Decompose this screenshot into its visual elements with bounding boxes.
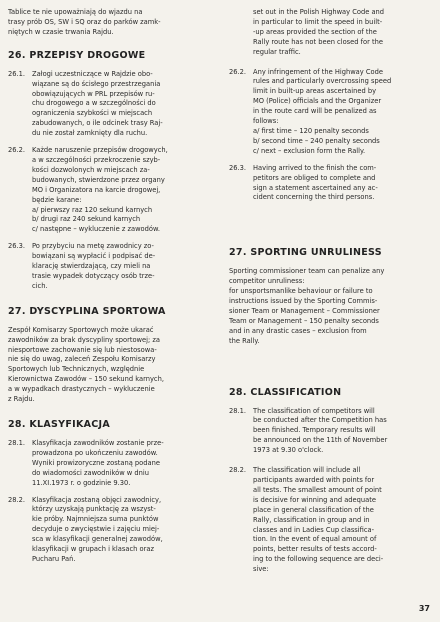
text-line: and in any drastic cases – exclusion from bbox=[229, 326, 367, 335]
clause-number: 26.3. bbox=[8, 242, 26, 251]
text-line: cident concerning the third persons. bbox=[253, 193, 375, 202]
clause-text bbox=[253, 68, 434, 157]
text-line: The classification of competitors will bbox=[253, 406, 375, 415]
text-line: sioner Team or Management – Commissioner bbox=[229, 306, 380, 315]
intro-paragraph bbox=[8, 8, 215, 38]
continued-paragraph bbox=[229, 8, 434, 58]
text-line: niesportowe zachowanie się lub niestosowa- bbox=[8, 345, 157, 354]
text-line: b/ second time – 240 penalty seconds bbox=[253, 136, 380, 145]
text-line: 11.XI.1973 r. o godzinie 9.30. bbox=[32, 478, 131, 487]
text-line: sive: bbox=[253, 565, 269, 574]
text-line: prowadzona po ukończeniu zawodów. bbox=[32, 448, 158, 457]
clause-text bbox=[32, 70, 215, 139]
text-line: Tablice te nie upoważniają do wjazdu na bbox=[8, 8, 143, 16]
clause-26-3-en bbox=[229, 164, 434, 204]
text-line: MO i Organizatora na karcie drogowej, bbox=[32, 185, 161, 194]
text-line: du nie został zamknięty dla ruchu. bbox=[32, 129, 148, 138]
text-line: a w szczególności przekroczenie szyb- bbox=[32, 155, 161, 164]
text-line: is decisive for winning and adequate bbox=[253, 495, 376, 504]
clause-28-1 bbox=[8, 439, 215, 489]
text-line: the Rally. bbox=[229, 336, 260, 345]
text-line: nie się do uwag, zaleceń Zespołu Komisarzy bbox=[8, 355, 156, 364]
clause-text bbox=[32, 242, 215, 292]
text-line: Sportowych lub Technicznych, względnie bbox=[8, 365, 145, 374]
text-line: z Rajdu. bbox=[8, 395, 35, 404]
clause-number: 28.2. bbox=[229, 466, 247, 475]
text-line: Rally, classification in group and in bbox=[253, 515, 370, 524]
clause-text bbox=[32, 146, 215, 235]
text-line: instructions issued by the Sporting Commis- bbox=[229, 297, 378, 306]
text-line: kie próby. Najmniejsza suma punktów bbox=[32, 515, 159, 524]
clause-28-2 bbox=[8, 496, 215, 565]
section-27-paragraph bbox=[8, 326, 215, 405]
text-line: -up areas provided the section of the bbox=[253, 27, 377, 36]
section-27-paragraph-en bbox=[229, 267, 434, 346]
text-line: sca w klasyfikacji generalnej zawodów, bbox=[32, 535, 163, 544]
text-line: c/ następne – wykluczenie z zawodów. bbox=[32, 225, 160, 234]
polish-column bbox=[8, 8, 215, 572]
text-line: Klasyfikacja zawodników zostanie prze- bbox=[32, 439, 164, 447]
text-line: set out in the Polish Highway Code and bbox=[253, 8, 385, 16]
text-line: Wyniki prowizoryczne zostaną podane bbox=[32, 458, 160, 467]
text-line: kości dozwolonych w miejscach za- bbox=[32, 165, 150, 174]
text-line: in the route card will be penalized as bbox=[253, 107, 377, 116]
text-line: klasyfikacji w grupach i klasach oraz bbox=[32, 545, 154, 554]
text-line: 1973 at 9.30 o'clock. bbox=[253, 446, 324, 455]
section-heading-przepisy-drogowe: 26. PRZEPISY DROGOWE bbox=[8, 49, 146, 61]
text-line: Team or Management – 150 penalty seconds bbox=[229, 316, 379, 325]
clause-text bbox=[32, 439, 215, 489]
clause-text bbox=[32, 496, 215, 565]
text-line: participants awarded with points for bbox=[253, 476, 375, 484]
section-heading-klasyfikacja: 28. KLASYFIKACJA bbox=[8, 419, 111, 430]
clause-26-3 bbox=[8, 242, 215, 292]
text-line: klarację stwierdzającą, czy mieli na bbox=[32, 262, 151, 271]
clause-26-2-en bbox=[229, 68, 434, 157]
text-line: Zespół Komisarzy Sportowych może ukarać bbox=[8, 325, 154, 334]
text-line: points, better results of tests accord- bbox=[253, 545, 377, 554]
text-line: Having arrived to the finish the com- bbox=[253, 163, 377, 172]
text-line: Sporting commissioner team can penalize any bbox=[229, 267, 385, 276]
text-line: a/ first time – 120 penalty seconds bbox=[253, 126, 369, 135]
text-line: zabudowanych, o ile odcinek trasy Raj- bbox=[32, 119, 163, 128]
text-line: wiązane są do ścisłego przestrzegania bbox=[32, 79, 161, 88]
clause-26-1 bbox=[8, 70, 215, 139]
text-line: Załogi uczestniczące w Rajdzie obo- bbox=[32, 69, 153, 78]
text-line: ograniczenia szybkości w miejscach bbox=[32, 109, 153, 118]
text-line: Każde naruszenie przepisów drogowych, bbox=[32, 146, 168, 155]
text-line: Klasyfikacja zostaną objęci zawodnicy, bbox=[32, 495, 162, 504]
text-line: którzy uzyskają punktację za wszyst- bbox=[32, 505, 156, 514]
text-line: zawodników za brak dyscypliny sportowej; za bbox=[8, 335, 160, 344]
clause-text bbox=[253, 407, 434, 457]
text-line: be conducted after the Competition has bbox=[253, 416, 387, 425]
text-line: place in general classification of the bbox=[253, 505, 374, 514]
text-line: Kierownictwa Zawodów – 150 sekund karnych, bbox=[8, 375, 164, 384]
text-line: been finished. Temporary results will bbox=[253, 426, 376, 435]
section-heading-sporting-unruliness: 27. SPORTING UNRULINESS bbox=[229, 247, 382, 259]
clause-number: 26.2. bbox=[229, 67, 247, 76]
text-line: MO (Police) officials and the Organizer bbox=[253, 97, 382, 106]
text-line: obowiązujących w PRL przepisów ru- bbox=[32, 89, 155, 98]
text-line: trasie wypadek dotyczący osób trze- bbox=[32, 271, 155, 280]
text-line: trasy prób OS, SW i SQ oraz do parków zamk- bbox=[8, 17, 161, 26]
clause-26-2 bbox=[8, 146, 215, 235]
text-line: budowanych, stwierdzone przez organy bbox=[32, 175, 165, 184]
text-line: all tests. The smallest amount of point bbox=[253, 485, 382, 494]
text-line: b/ drugi raz 240 sekund karnych bbox=[32, 215, 141, 224]
text-line: Rally route has not been closed for the bbox=[253, 37, 383, 46]
text-line: bowiązani są wypłacić i podpisać de- bbox=[32, 252, 156, 261]
text-line: rules and particularly overcrossing speed bbox=[253, 77, 392, 86]
text-line: for unsportsmanlike behaviour or failure to bbox=[229, 287, 373, 296]
text-line: petitors are obliged to complete and bbox=[253, 173, 376, 182]
clause-28-2-en bbox=[229, 466, 434, 575]
page-number: 37 bbox=[418, 604, 430, 613]
text-line: będzie karane: bbox=[32, 195, 82, 204]
text-line: sign a statement ascertained any ac- bbox=[253, 183, 378, 192]
text-line: do wiadomości zawodników w dniu bbox=[32, 468, 149, 477]
text-line: competitor unruliness: bbox=[229, 277, 305, 286]
text-line: c/ next – exclusion form the Rally. bbox=[253, 146, 366, 155]
text-line: in particular to limit the speed in built- bbox=[253, 17, 383, 26]
text-line: niętych w czasie trwania Rajdu. bbox=[8, 27, 114, 36]
text-line: decyduje o zwycięstwie i zajęciu miej- bbox=[32, 525, 160, 534]
text-line: a/ pierwszy raz 120 sekund karnych bbox=[32, 205, 153, 214]
text-line: Po przybyciu na metę zawodnicy zo- bbox=[32, 242, 154, 251]
text-line: The classification will include all bbox=[253, 466, 361, 475]
section-heading-dyscyplina-sportowa: 27. DYSCYPLINA SPORTOWA bbox=[8, 305, 166, 317]
text-line: ing to the following sequence are deci- bbox=[253, 555, 384, 564]
text-line: limit in built-up areas ascertained by bbox=[253, 87, 377, 96]
text-line: a w wypadkach drastycznych – wykluczenie bbox=[8, 385, 155, 394]
clause-text bbox=[253, 466, 434, 575]
text-line: regular traffic. bbox=[253, 47, 301, 56]
clause-number: 28.1. bbox=[229, 406, 247, 415]
text-line: cich. bbox=[32, 281, 48, 290]
text-line: follows: bbox=[253, 117, 279, 126]
english-column bbox=[229, 8, 434, 582]
text-line: Pucharu Pań. bbox=[32, 554, 76, 563]
text-line: classes and in Ladies Cup classifica- bbox=[253, 525, 375, 534]
clause-number: 28.1. bbox=[8, 439, 26, 447]
clause-28-1-en bbox=[229, 407, 434, 457]
clause-number: 26.3. bbox=[229, 163, 247, 172]
text-line: be announced on the 11th of November bbox=[253, 436, 388, 445]
text-line: chu drogowego a w szczególności do bbox=[32, 99, 156, 108]
clause-text bbox=[253, 164, 434, 204]
clause-number: 26.1. bbox=[8, 69, 26, 78]
clause-number: 28.2. bbox=[8, 495, 26, 504]
text-line: Any infringement of the Highway Code bbox=[253, 67, 383, 76]
text-line: tion. In the event of equal amount of bbox=[253, 535, 377, 544]
section-heading-classification: 28. CLASSIFICATION bbox=[229, 386, 342, 398]
clause-number: 26.2. bbox=[8, 146, 26, 155]
